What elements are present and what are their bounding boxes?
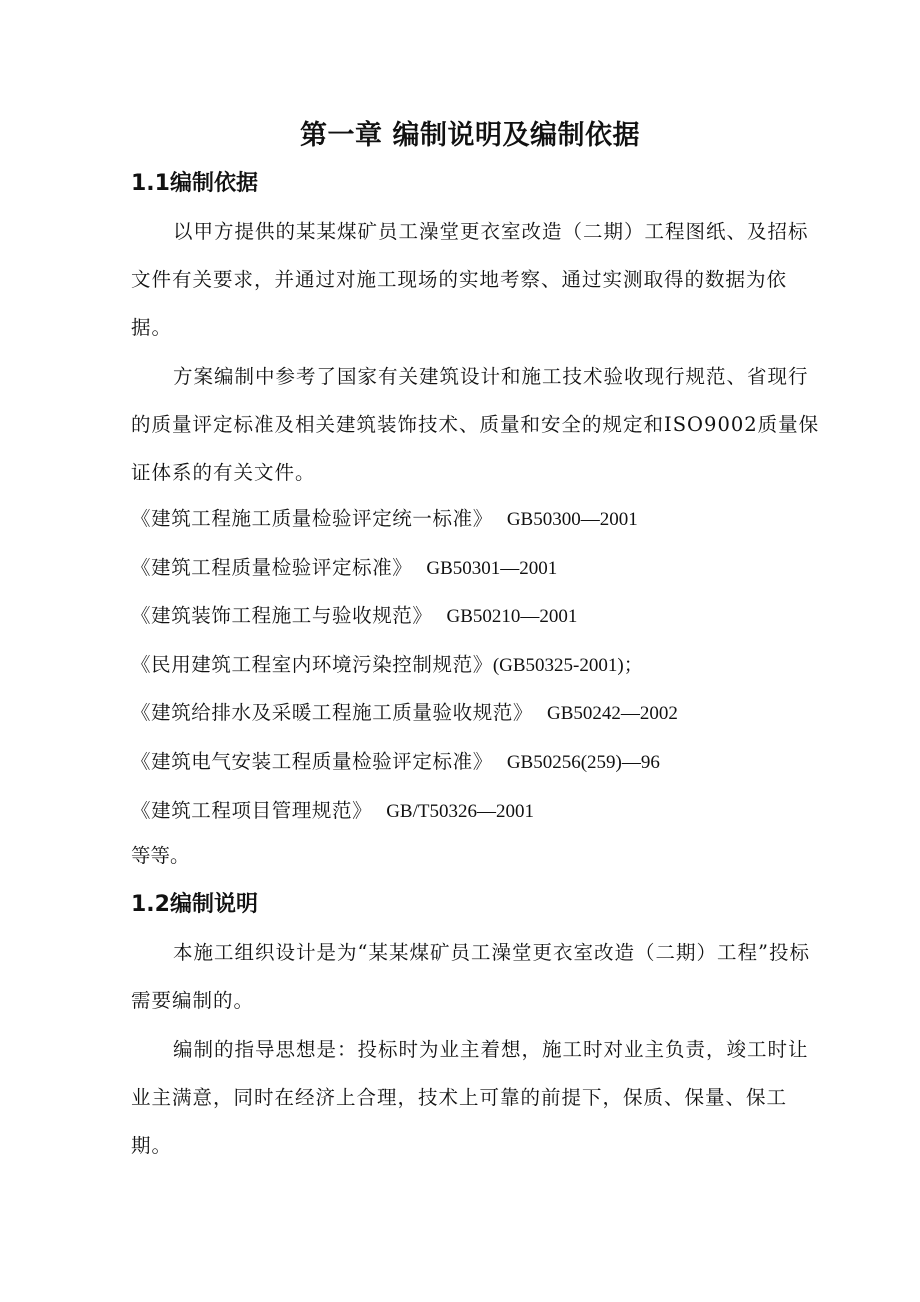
list-item: [131, 495, 831, 544]
reference-code: (GB50325-2001)；: [492, 654, 643, 676]
reference-code: GB50301—2001: [426, 557, 558, 579]
list-item: [131, 592, 831, 641]
chapter-title: 第一章 编制说明及编制依据: [300, 120, 640, 151]
reference-title: 《建筑工程质量检验评定标准》: [131, 555, 413, 579]
reference-title: 《民用建筑工程室内环境污染控制规范》: [131, 652, 493, 676]
section-heading-explanation: 1.2编制说明: [131, 892, 258, 917]
explanation-paragraph-2: 编制的指导思想是：投标时为业主着想，施工时对业主负责，竣工时让业主满意，同时在经济上合理，技术上可靠的前提下，保质、保量、保工期。: [131, 1038, 809, 1157]
reference-title: 《建筑工程项目管理规范》: [131, 798, 373, 822]
reference-title: 《建筑工程施工质量检验评定统一标准》: [131, 507, 493, 530]
reference-code: GB50300—2001: [506, 509, 638, 530]
section-heading-basis: 1.1编制依据: [131, 171, 258, 196]
reference-code: GB50242—2002: [547, 703, 678, 725]
list-item: [131, 689, 831, 738]
list-item: [131, 641, 831, 690]
reference-code: GB/T50326—2001: [386, 800, 534, 822]
list-item: [131, 787, 831, 836]
reference-title: 《建筑电气安装工程质量检验评定标准》: [131, 749, 493, 773]
basis-paragraph-2: 方案编制中参考了国家有关建筑设计和施工技术验收现行规范、省现行的质量评定标准及相关建筑装饰技术、质量和安全的规定和ISO9002质量保证体系的有关文件。: [131, 365, 820, 484]
explanation-paragraph-1: 本施工组织设计是为“某某煤矿员工澡堂更衣室改造（二期）工程”投标需要编制的。: [131, 941, 810, 1012]
reference-title: 《建筑装饰工程施工与验收规范》: [131, 604, 433, 628]
list-item: [131, 544, 831, 593]
reference-code: GB50210—2001: [446, 606, 578, 628]
reference-title: 《建筑给排水及采暖工程施工质量验收规范》: [131, 701, 534, 725]
closing-text: 等等。: [131, 844, 190, 867]
standards-reference-list: [131, 495, 831, 835]
basis-paragraph-1: 以甲方提供的某某煤矿员工澡堂更衣室改造（二期）工程图纸、及招标文件有关要求，并通过对施工现场的实地考察、通过实测取得的数据为依据。: [131, 220, 809, 339]
reference-code: GB50256(259)—96: [506, 751, 660, 773]
list-item: [131, 738, 831, 787]
